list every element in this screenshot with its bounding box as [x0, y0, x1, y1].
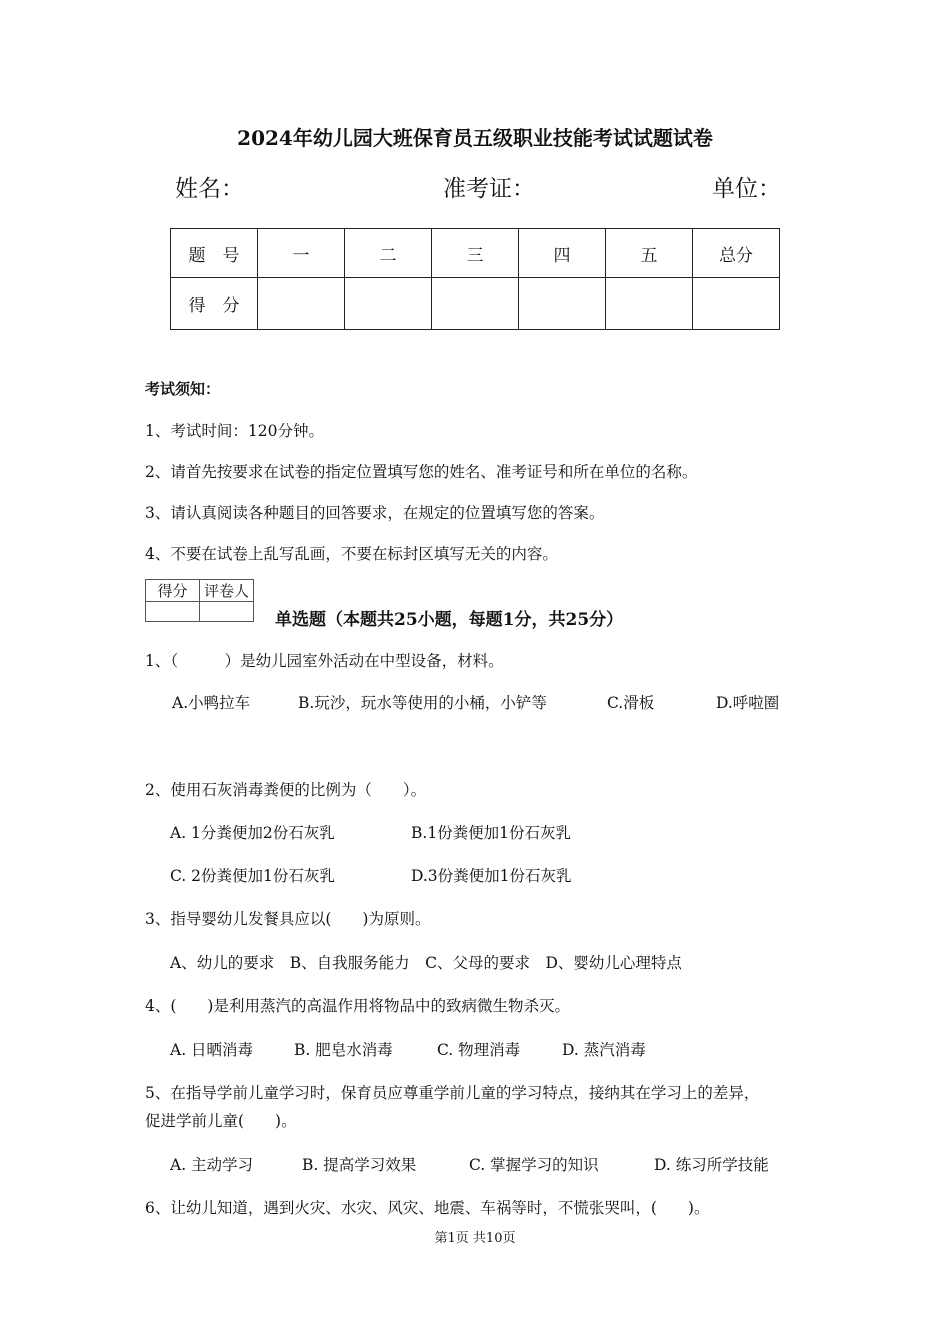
- notice-item: 4、不要在试卷上乱写乱画，不要在标封区填写无关的内容。: [145, 545, 558, 563]
- q4-option-b: B. 肥皂水消毒: [294, 1041, 393, 1059]
- score-entry-cell: [258, 278, 345, 330]
- name-field-label: 姓名：: [175, 176, 244, 202]
- q4-option-c: C. 物理消毒: [437, 1041, 521, 1059]
- q2-option-b: B.1份粪便加1份石灰乳: [411, 824, 572, 842]
- exam-id-field-label: 准考证：: [443, 176, 535, 202]
- q2-option-d: D.3份粪便加1份石灰乳: [411, 867, 572, 885]
- page-footer: 第1页 共10页: [434, 1231, 516, 1246]
- page-title: 2024年幼儿园大班保育员五级职业技能考试试题试卷: [237, 126, 713, 150]
- q4-option-d: D. 蒸汽消毒: [562, 1041, 646, 1059]
- score-cell: 题 号: [171, 229, 258, 278]
- grader-score-label: 得分: [146, 580, 200, 602]
- notice-item: 3、请认真阅读各种题目的回答要求，在规定的位置填写您的答案。: [145, 504, 605, 522]
- q1-option-b: B.玩沙，玩水等使用的小桶，小铲等: [298, 694, 547, 712]
- unit-field-label: 单位：: [712, 176, 781, 202]
- score-row-label: 得 分: [171, 278, 258, 330]
- question-3-stem: 3、指导婴幼儿发餐具应以( )为原则。: [145, 910, 431, 928]
- grader-box: [145, 579, 254, 622]
- score-cell: 二: [345, 229, 432, 278]
- score-entry-cell: [606, 278, 693, 330]
- score-entry-cell: [432, 278, 519, 330]
- question-1-stem: 1、（ ）是幼儿园室外活动在中型设备，材料。: [145, 652, 504, 670]
- q1-option-a: A.小鸭拉车: [172, 694, 251, 712]
- score-cell: 三: [432, 229, 519, 278]
- q5-option-b: B. 提高学习效果: [302, 1156, 417, 1174]
- score-table-header-row: [171, 229, 780, 278]
- question-4-stem: 4、( )是利用蒸汽的高温作用将物品中的致病微生物杀灭。: [145, 997, 570, 1015]
- score-cell: 四: [519, 229, 606, 278]
- grader-score-cell: [146, 602, 200, 622]
- score-entry-cell: [693, 278, 780, 330]
- grader-reviewer-cell: [200, 602, 254, 622]
- notice-heading: 考试须知：: [145, 380, 221, 398]
- notice-item: 1、考试时间：120分钟。: [145, 422, 324, 440]
- q2-option-c: C. 2份粪便加1份石灰乳: [170, 867, 335, 885]
- q5-option-d: D. 练习所学技能: [654, 1156, 769, 1174]
- question-5-stem-line2: 促进学前儿童( )。: [145, 1112, 297, 1130]
- q1-option-d: D.呼啦圈: [716, 694, 780, 712]
- score-cell: 一: [258, 229, 345, 278]
- score-cell: 五: [606, 229, 693, 278]
- q5-option-a: A. 主动学习: [170, 1156, 254, 1174]
- score-entry-cell: [519, 278, 606, 330]
- q3-options: A、幼儿的要求 B、自我服务能力 C、父母的要求 D、婴幼儿心理特点: [170, 954, 682, 972]
- section-title: 单选题（本题共25小题，每题1分，共25分）: [275, 610, 624, 630]
- grader-reviewer-label: 评卷人: [200, 580, 254, 602]
- notice-item: 2、请首先按要求在试卷的指定位置填写您的姓名、准考证号和所在单位的名称。: [145, 463, 698, 481]
- q4-option-a: A. 日晒消毒: [170, 1041, 254, 1059]
- score-entry-cell: [345, 278, 432, 330]
- question-2-stem: 2、使用石灰消毒粪便的比例为（ ）。: [145, 781, 427, 799]
- q2-option-a: A. 1分粪便加2份石灰乳: [170, 824, 335, 842]
- q1-option-c: C.滑板: [607, 694, 655, 712]
- question-5-stem-line1: 5、在指导学前儿童学习时，保育员应尊重学前儿童的学习特点，接纳其在学习上的差异，: [145, 1084, 760, 1102]
- question-6-stem: 6、让幼儿知道，遇到火灾、水灾、风灾、地震、车祸等时，不慌张哭叫，( )。: [145, 1199, 710, 1217]
- q5-option-c: C. 掌握学习的知识: [469, 1156, 599, 1174]
- score-table-score-row: [171, 278, 780, 330]
- score-cell: 总分: [693, 229, 780, 278]
- score-table: [170, 228, 780, 330]
